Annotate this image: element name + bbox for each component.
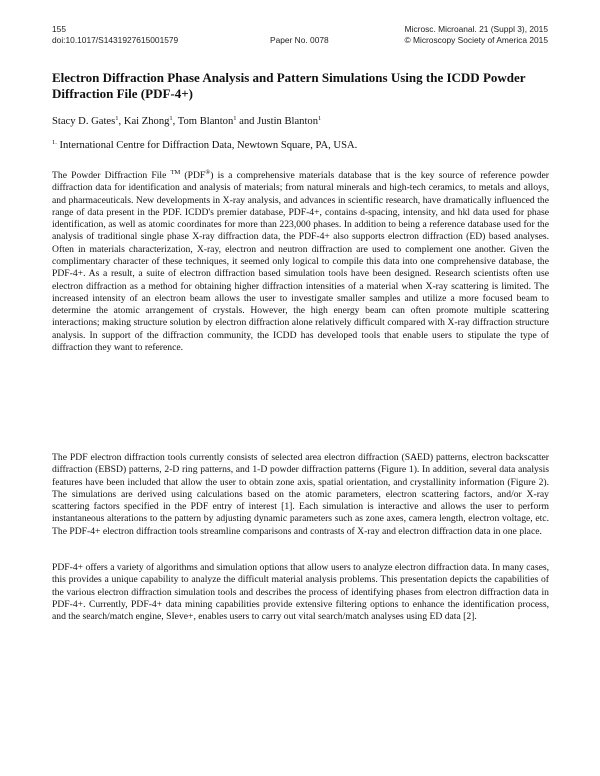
paragraph-text: (PDF bbox=[180, 170, 206, 181]
journal-citation: Microsc. Microanal. 21 (Suppl 3), 2015 bbox=[404, 24, 548, 34]
registered-mark: ® bbox=[205, 169, 211, 176]
body-paragraph-3: PDF-4+ offers a variety of algorithms and simulation options that allow users to analyze electron diffraction data. In many cases, this provides a unique capability to analyze the difficult material analysis problems. This presentation depicts the capabilities of the various electron diffraction simulation tools and describes the process of identifying phases from electron diffraction data in PDF-4+. Currently, PDF-4+ data mining capabilities provide extensive filtering options to enhance the identification process, and the search/match engine, SIeve+, enables users to carry out vital search/match analyses using ED data [2]. bbox=[52, 562, 549, 623]
trademark-mark: TM bbox=[170, 169, 181, 176]
body-paragraph-1 bbox=[52, 170, 549, 354]
author-affil-mark: 1 bbox=[318, 115, 322, 122]
author-name: Justin Blanton bbox=[257, 116, 319, 127]
author-list bbox=[52, 116, 321, 127]
author-affil-mark: 1 bbox=[233, 115, 237, 122]
author-affil-mark: 1 bbox=[115, 115, 119, 122]
affiliation-marker: 1. bbox=[52, 139, 57, 146]
affiliation-text: International Centre for Diffraction Data, Newtown Square, PA, USA. bbox=[56, 140, 358, 151]
affiliation bbox=[52, 140, 357, 151]
author-separator: , bbox=[172, 116, 178, 127]
paragraph-text: The Powder Diffraction File bbox=[52, 170, 171, 181]
doi: doi:10.1017/S1431927615001579 bbox=[52, 35, 179, 45]
author-separator: and bbox=[236, 116, 258, 127]
paper-number: Paper No. 0078 bbox=[270, 35, 329, 45]
page-number: 155 bbox=[52, 24, 66, 34]
body-paragraph-2: The PDF electron diffraction tools currently consists of selected area electron diffraction (SAED) patterns, electron backscatter diffraction (EBSD) patterns, 2-D ring patterns, and 1-D powder diffraction patterns (Figure 1). In addition, several data analysis features have been included that allow the user to obtain zone axis, spatial orientation, and crystallinity information (Figure 2). The simulations are derived using calculations based on the atomic parameters, electron scattering factors, and/or X-ray scattering factors specified in the PDF entry of interest [1]. Each simulation is interactive and allows the user to perform instantaneous alterations to the pattern by adjusting dynamic parameters such as zone axes, camera length, electron voltage, etc. The PDF-4+ electron diffraction tools streamline comparisons and contrasts of X-ray and electron diffraction data in one place. bbox=[52, 452, 549, 537]
author-name: Stacy D. Gates bbox=[52, 116, 116, 127]
author-affil-mark: 1 bbox=[169, 115, 173, 122]
copyright: © Microscopy Society of America 2015 bbox=[404, 35, 548, 45]
paper-title: Electron Diffraction Phase Analysis and Pattern Simulations Using the ICDD Powder Diffraction File (PDF-4+) bbox=[52, 70, 526, 101]
paragraph-text: ) is a comprehensive materials database that is the key source of reference powder diffraction data for identification and analysis of materials; from natural minerals and high-tech ceramics, to metals and alloys, and pharmaceuticals. New developments in X-ray analysis, and advances in scientific research, have dramatically influenced the range of data present in the PDF. ICDD's premier database, PDF-4+, contains d-spacing, intensity, and hkl data used for phase identification, as well as atomic coordinates for more than 223,000 phases. In addition to being a reference database used for the analysis of traditional single phase X-ray diffraction data, the PDF-4+ also supports electron diffraction (ED) based analyses. Often in materials characterization, X-ray, electron and neutron diffraction are used to complement one another. Given the complimentary character of these techniques, it seemed only logical to compile this data into one comprehensive database, the PDF-4+. As a result, a suite of electron diffraction based simulation tools have been designed. Research scientists often use electron diffraction as a method for obtaining higher diffraction intensities of a material when X-ray scattering is limited. The increased intensity of an electron beam allows the user to investigate smaller samples and utilize a more focused beam to determine the atomic arrangement of crystals. However, the high energy beam can often promote multiple scattering interactions; making structure solution by electron diffraction alone relatively difficult compared with X-ray diffraction structure analysis. In support of the diffraction community, the ICDD has developed tools that enable users to stipulate the type of diffraction they want to reference. bbox=[52, 170, 549, 353]
author-name: Tom Blanton bbox=[177, 116, 234, 127]
author-name: Kai Zhong bbox=[123, 116, 170, 127]
author-separator: , bbox=[118, 116, 124, 127]
